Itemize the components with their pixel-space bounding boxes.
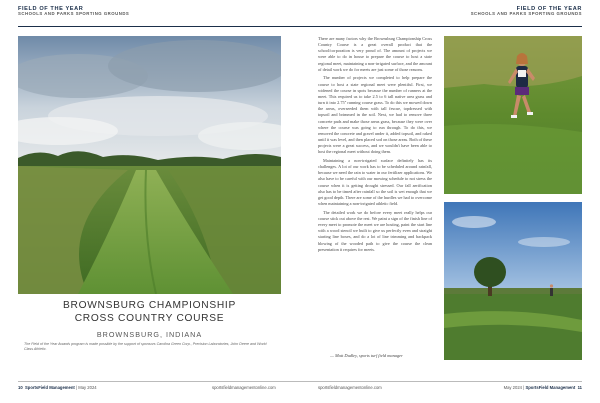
- section-title: FIELD OF THE YEAR: [18, 6, 84, 12]
- page-number: 11: [577, 385, 582, 390]
- course-tree-photo: [444, 202, 582, 360]
- footer-divider: [18, 381, 582, 382]
- publication-name: SportsField Management: [25, 385, 75, 390]
- sponsor-credit: The Field of the Year Awards program is made possible by the support of sponsors Carolina Green Corp., Precision Laboratories, John Deere and World Class Athletic.: [24, 342, 267, 352]
- section-title: FIELD OF THE YEAR: [516, 6, 582, 12]
- section-subtitle: SCHOOLS AND PARKS SPORTING GROUNDS: [470, 11, 582, 17]
- footer-right: [504, 385, 582, 390]
- article-paragraph: Maintaining a non-irrigated surface definitely has its challenges. A lot of our work has to be scheduled around rainfall, because we need the rain to water in our fertilizer applications. We also have to be careful with our mowing schedule to not stress the course when it is getting drought stressed. Our fall aerification also has to be timed after rainfall so the soil is wet enough that we get good depth. There are some of the hurdles we had to overcome when maintaining a non-irrigated athletic field.: [318, 157, 432, 207]
- footer-left: [18, 385, 97, 390]
- runner-photo: [444, 36, 582, 194]
- header-right: [471, 6, 582, 17]
- article-paragraph: The number of projects we completed to help prepare the course to host a state regional meet were plentiful. First, we widened the course in spots because the number of runners at the meet. This required us to take 2.5 to 6 tall native area grass and turn it into 2.75" running course grass. To do this we mowed down the areas, overseeded them with tall fescue, topdressed with topsoil and brimmed in the soil. Next, we had to remove three concrete pads and make those areas grass, because they were over where the course was going to run through. To do this, we removed the concrete and gravel under it, added topsoil, and raked until it was level, and then placed sod on those areas. Both of these projects were a great success, and we wouldn't have been able to host the regional meet without doing them.: [318, 75, 432, 155]
- header-left: [18, 6, 129, 17]
- article-paragraph: The detailed work we do before every meet really helps our course stick out above the rest. We paint a sign of the finish line of every meet to promote the meet we are hosting, paint the start line with a wood stencil we built to give us perfectly even and straight starting line boxes, and do a lot of line trimming and backpack blowing of the wooded path to give the course the clean presentation it requires for meets.: [318, 209, 432, 252]
- website-link[interactable]: sportsfieldmanagementonline.com: [212, 385, 276, 390]
- publication-name: SportsField Management: [525, 385, 576, 390]
- article-paragraph: There are many factors why the Brownsburg Championship Cross Country Course is a great overall product that the school/corporation is very proud of. The amount of projects we were able to do in house to prepare the course to host a state regional meet, maintaining a non-irrigated surface, and the amount of detail work we do for meets are just some of those reasons.: [318, 36, 432, 72]
- issue-date: | May 2024: [75, 385, 97, 390]
- feature-title-line1: BROWNSBURG CHAMPIONSHIP: [63, 300, 236, 311]
- header-divider: [18, 26, 582, 27]
- author-signature: — Matt Dudley, sports turf field manager: [330, 353, 403, 358]
- section-subtitle: SCHOOLS AND PARKS SPORTING GROUNDS: [18, 11, 130, 17]
- page-number: 10: [18, 385, 23, 390]
- feature-title-line2: CROSS COUNTRY COURSE: [74, 312, 225, 324]
- article-body: [318, 36, 432, 255]
- feature-caption: [18, 300, 281, 339]
- issue-date: May 2024 |: [503, 385, 525, 390]
- course-path-photo: [18, 36, 281, 294]
- feature-location: BROWNSBURG, INDIANA: [96, 329, 203, 339]
- website-link[interactable]: sportsfieldmanagementonline.com: [318, 385, 382, 390]
